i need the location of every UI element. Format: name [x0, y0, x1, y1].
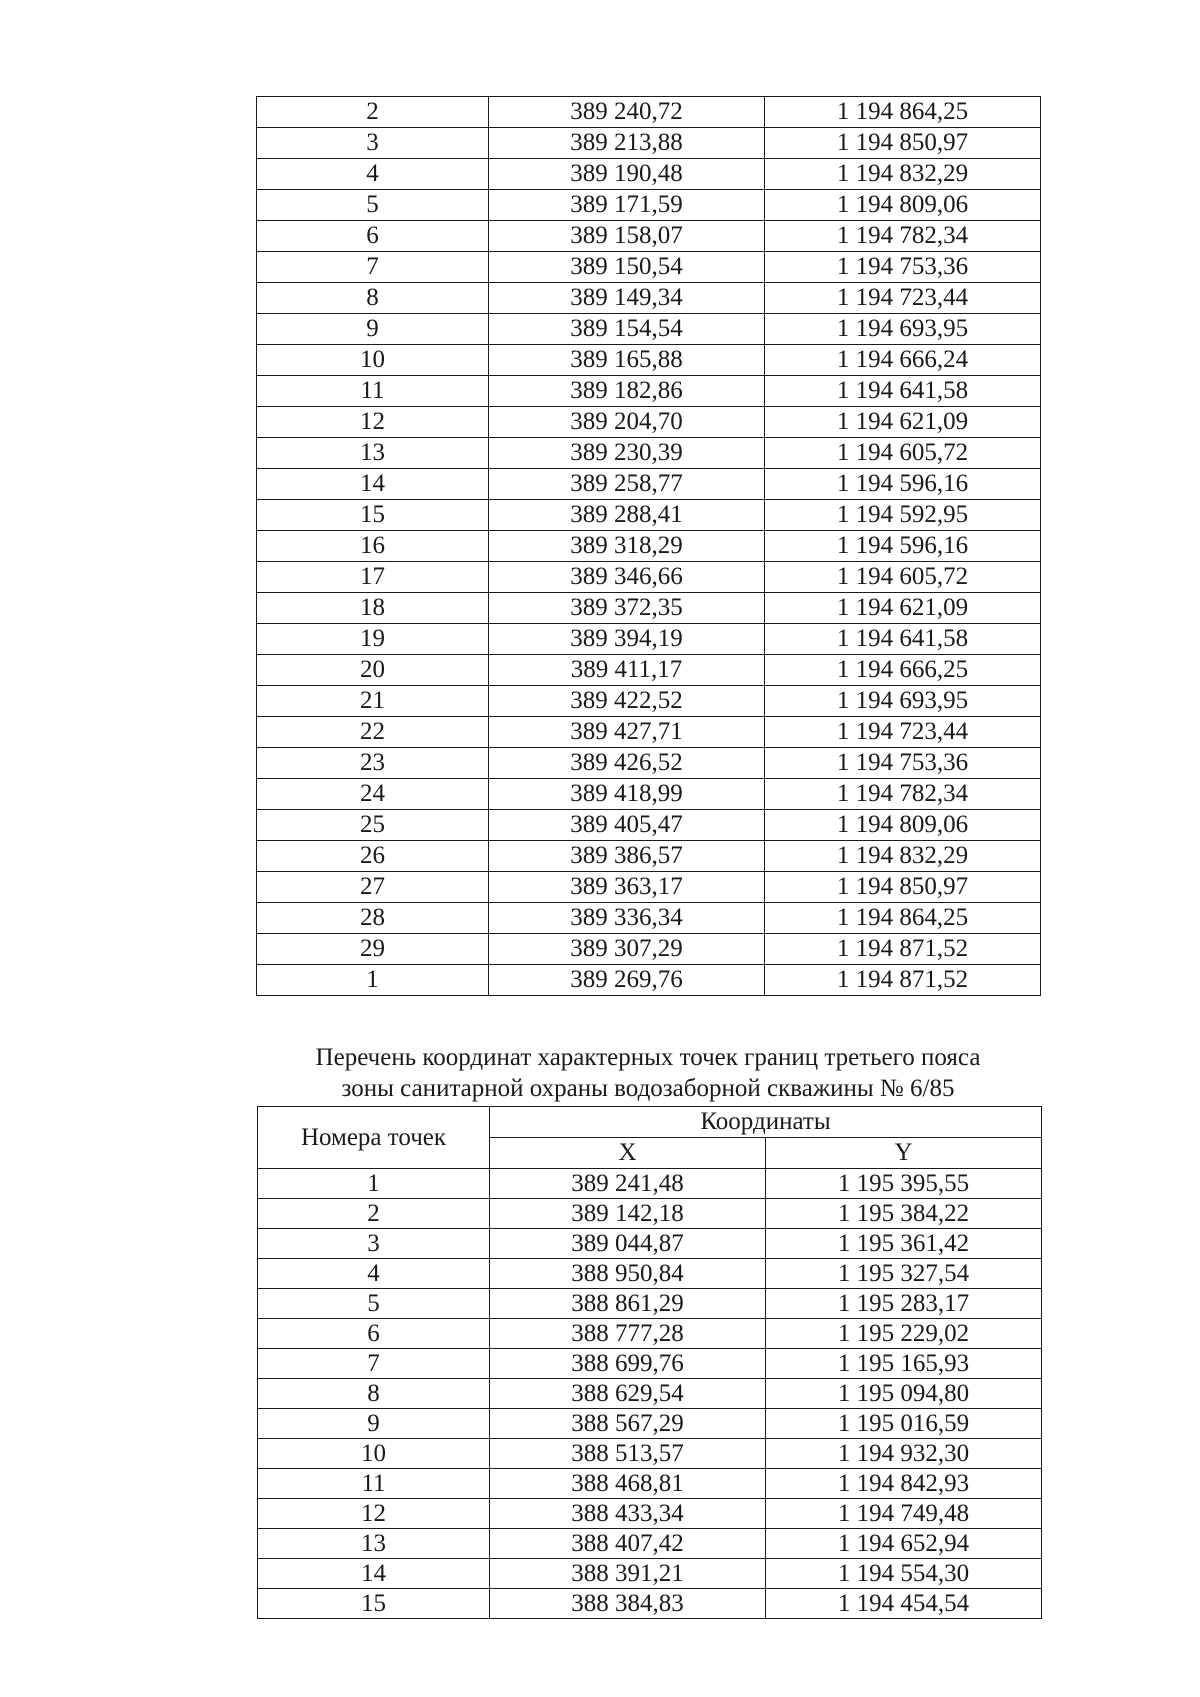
y-coordinate-cell: 1 194 809,06 — [765, 190, 1041, 221]
table-row — [257, 376, 1041, 407]
point-number-cell: 27 — [257, 872, 489, 903]
table-row — [258, 1349, 1042, 1379]
y-coordinate-cell: 1 194 723,44 — [765, 717, 1041, 748]
point-number-cell: 4 — [258, 1259, 490, 1289]
x-coordinate-cell: 389 150,54 — [489, 252, 765, 283]
x-coordinate-cell: 389 204,70 — [489, 407, 765, 438]
table-row — [257, 531, 1041, 562]
y-coordinate-cell: 1 195 395,55 — [766, 1169, 1042, 1199]
y-coordinate-cell: 1 194 641,58 — [765, 376, 1041, 407]
x-coordinate-cell: 389 171,59 — [489, 190, 765, 221]
y-coordinate-cell: 1 194 596,16 — [765, 531, 1041, 562]
y-coordinate-cell: 1 194 832,29 — [765, 159, 1041, 190]
x-coordinate-cell: 389 346,66 — [489, 562, 765, 593]
table-row — [258, 1289, 1042, 1319]
point-number-cell: 25 — [257, 810, 489, 841]
y-coordinate-cell: 1 195 361,42 — [766, 1229, 1042, 1259]
point-number-cell: 5 — [257, 190, 489, 221]
point-number-cell: 17 — [257, 562, 489, 593]
x-coordinate-cell: 388 699,76 — [490, 1349, 766, 1379]
table-row — [258, 1199, 1042, 1229]
table-row — [257, 314, 1041, 345]
y-coordinate-cell: 1 195 229,02 — [766, 1319, 1042, 1349]
point-number-cell: 11 — [258, 1469, 490, 1499]
y-coordinate-cell: 1 194 871,52 — [765, 934, 1041, 965]
x-coordinate-cell: 388 407,42 — [490, 1529, 766, 1559]
point-number-cell: 18 — [257, 593, 489, 624]
table-row — [257, 500, 1041, 531]
point-number-cell: 10 — [258, 1439, 490, 1469]
point-number-cell: 3 — [258, 1229, 490, 1259]
y-coordinate-cell: 1 195 094,80 — [766, 1379, 1042, 1409]
x-coordinate-cell: 389 411,17 — [489, 655, 765, 686]
point-number-cell: 8 — [257, 283, 489, 314]
x-coordinate-cell: 389 386,57 — [489, 841, 765, 872]
x-coordinate-cell: 389 258,77 — [489, 469, 765, 500]
point-number-cell: 5 — [258, 1289, 490, 1319]
point-number-cell: 14 — [257, 469, 489, 500]
x-coordinate-cell: 389 427,71 — [489, 717, 765, 748]
point-number-cell: 1 — [258, 1169, 490, 1199]
table-row — [257, 593, 1041, 624]
point-number-cell: 16 — [257, 531, 489, 562]
x-coordinate-cell: 388 468,81 — [490, 1469, 766, 1499]
x-coordinate-cell: 388 433,34 — [490, 1499, 766, 1529]
x-coordinate-cell: 388 513,57 — [490, 1439, 766, 1469]
table-row — [258, 1379, 1042, 1409]
y-coordinate-cell: 1 194 782,34 — [765, 779, 1041, 810]
x-coordinate-cell: 389 240,72 — [489, 97, 765, 128]
table-row — [258, 1499, 1042, 1529]
x-coordinate-cell: 388 861,29 — [490, 1289, 766, 1319]
x-coordinate-cell: 389 158,07 — [489, 221, 765, 252]
x-coordinate-cell: 389 307,29 — [489, 934, 765, 965]
y-coordinate-cell: 1 195 165,93 — [766, 1349, 1042, 1379]
y-coordinate-cell: 1 194 592,95 — [765, 500, 1041, 531]
x-coordinate-cell: 388 567,29 — [490, 1409, 766, 1439]
point-number-cell: 13 — [258, 1529, 490, 1559]
y-coordinate-cell: 1 194 605,72 — [765, 562, 1041, 593]
point-number-cell: 22 — [257, 717, 489, 748]
y-coordinate-cell: 1 194 693,95 — [765, 314, 1041, 345]
point-number-cell: 1 — [257, 965, 489, 996]
table-row — [258, 1559, 1042, 1589]
y-coordinate-cell: 1 195 327,54 — [766, 1259, 1042, 1289]
x-coordinate-cell: 388 950,84 — [490, 1259, 766, 1289]
table-row — [257, 655, 1041, 686]
table-row — [257, 717, 1041, 748]
y-coordinate-cell: 1 194 621,09 — [765, 407, 1041, 438]
table-row — [257, 252, 1041, 283]
x-coordinate-cell: 389 149,34 — [489, 283, 765, 314]
x-coordinate-cell: 389 213,88 — [489, 128, 765, 159]
point-number-cell: 2 — [257, 97, 489, 128]
x-coordinate-cell: 389 318,29 — [489, 531, 765, 562]
table-row — [257, 841, 1041, 872]
x-coordinate-cell: 389 190,48 — [489, 159, 765, 190]
y-coordinate-cell: 1 194 723,44 — [765, 283, 1041, 314]
point-number-cell: 9 — [257, 314, 489, 345]
coordinates-table-zone3-body — [258, 1169, 1042, 1619]
table-row — [258, 1589, 1042, 1619]
table-row — [257, 283, 1041, 314]
table-row — [257, 748, 1041, 779]
point-number-cell: 26 — [257, 841, 489, 872]
y-coordinate-cell: 1 194 621,09 — [765, 593, 1041, 624]
y-coordinate-cell: 1 194 666,25 — [765, 655, 1041, 686]
y-coordinate-cell: 1 194 850,97 — [765, 128, 1041, 159]
point-number-cell: 20 — [257, 655, 489, 686]
x-coordinate-cell: 389 142,18 — [490, 1199, 766, 1229]
x-coordinate-cell: 389 182,86 — [489, 376, 765, 407]
table-row — [257, 562, 1041, 593]
header-point-numbers: Номера точек — [258, 1107, 490, 1169]
point-number-cell: 6 — [257, 221, 489, 252]
point-number-cell: 28 — [257, 903, 489, 934]
y-coordinate-cell: 1 194 809,06 — [765, 810, 1041, 841]
table-row — [257, 872, 1041, 903]
point-number-cell: 19 — [257, 624, 489, 655]
table-row — [257, 624, 1041, 655]
coordinates-table-zone3 — [257, 1106, 1042, 1619]
table-row — [258, 1229, 1042, 1259]
table-row — [257, 221, 1041, 252]
y-coordinate-cell: 1 194 842,93 — [766, 1469, 1042, 1499]
point-number-cell: 11 — [257, 376, 489, 407]
y-coordinate-cell: 1 195 283,17 — [766, 1289, 1042, 1319]
table-row — [257, 469, 1041, 500]
table-row — [258, 1529, 1042, 1559]
table-header — [258, 1107, 1042, 1169]
table-row — [258, 1409, 1042, 1439]
table-row — [257, 97, 1041, 128]
y-coordinate-cell: 1 194 652,94 — [766, 1529, 1042, 1559]
table-row — [257, 686, 1041, 717]
point-number-cell: 3 — [257, 128, 489, 159]
x-coordinate-cell: 389 241,48 — [490, 1169, 766, 1199]
coordinates-table-continued-body — [257, 97, 1041, 996]
point-number-cell: 7 — [258, 1349, 490, 1379]
x-coordinate-cell: 389 418,99 — [489, 779, 765, 810]
table-caption — [256, 1042, 1040, 1104]
x-coordinate-cell: 388 384,83 — [490, 1589, 766, 1619]
y-coordinate-cell: 1 194 454,54 — [766, 1589, 1042, 1619]
caption-line-1: Перечень координат характерных точек границ третьего пояса — [315, 1044, 981, 1071]
table-row — [258, 1259, 1042, 1289]
point-number-cell: 13 — [257, 438, 489, 469]
x-coordinate-cell: 389 269,76 — [489, 965, 765, 996]
x-coordinate-cell: 389 405,47 — [489, 810, 765, 841]
point-number-cell: 6 — [258, 1319, 490, 1349]
point-number-cell: 29 — [257, 934, 489, 965]
y-coordinate-cell: 1 194 753,36 — [765, 748, 1041, 779]
point-number-cell: 21 — [257, 686, 489, 717]
x-coordinate-cell: 388 391,21 — [490, 1559, 766, 1589]
point-number-cell: 12 — [257, 407, 489, 438]
y-coordinate-cell: 1 194 832,29 — [765, 841, 1041, 872]
table-row — [257, 965, 1041, 996]
y-coordinate-cell: 1 194 641,58 — [765, 624, 1041, 655]
table-row — [258, 1469, 1042, 1499]
x-coordinate-cell: 388 629,54 — [490, 1379, 766, 1409]
y-coordinate-cell: 1 194 932,30 — [766, 1439, 1042, 1469]
point-number-cell: 15 — [257, 500, 489, 531]
table-row — [257, 903, 1041, 934]
y-coordinate-cell: 1 195 016,59 — [766, 1409, 1042, 1439]
table-row — [257, 810, 1041, 841]
point-number-cell: 12 — [258, 1499, 490, 1529]
point-number-cell: 14 — [258, 1559, 490, 1589]
point-number-cell: 4 — [257, 159, 489, 190]
y-coordinate-cell: 1 194 850,97 — [765, 872, 1041, 903]
caption-line-2: зоны санитарной охраны водозаборной скважины № 6/85 — [341, 1075, 955, 1102]
point-number-cell: 2 — [258, 1199, 490, 1229]
x-coordinate-cell: 389 363,17 — [489, 872, 765, 903]
y-coordinate-cell: 1 195 384,22 — [766, 1199, 1042, 1229]
y-coordinate-cell: 1 194 864,25 — [765, 903, 1041, 934]
table-row — [257, 934, 1041, 965]
table-row — [257, 438, 1041, 469]
y-coordinate-cell: 1 194 605,72 — [765, 438, 1041, 469]
coordinates-table-continued — [256, 96, 1041, 996]
header-coordinates: Координаты — [490, 1107, 1042, 1138]
table-row — [257, 159, 1041, 190]
table-row — [258, 1169, 1042, 1199]
x-coordinate-cell: 389 154,54 — [489, 314, 765, 345]
point-number-cell: 9 — [258, 1409, 490, 1439]
x-coordinate-cell: 388 777,28 — [490, 1319, 766, 1349]
point-number-cell: 8 — [258, 1379, 490, 1409]
y-coordinate-cell: 1 194 693,95 — [765, 686, 1041, 717]
x-coordinate-cell: 389 336,34 — [489, 903, 765, 934]
y-coordinate-cell: 1 194 666,24 — [765, 345, 1041, 376]
y-coordinate-cell: 1 194 554,30 — [766, 1559, 1042, 1589]
y-coordinate-cell: 1 194 782,34 — [765, 221, 1041, 252]
x-coordinate-cell: 389 422,52 — [489, 686, 765, 717]
table-row — [257, 345, 1041, 376]
table-row — [257, 190, 1041, 221]
y-coordinate-cell: 1 194 753,36 — [765, 252, 1041, 283]
x-coordinate-cell: 389 230,39 — [489, 438, 765, 469]
table-row — [257, 128, 1041, 159]
table-row — [258, 1319, 1042, 1349]
x-coordinate-cell: 389 288,41 — [489, 500, 765, 531]
x-coordinate-cell: 389 165,88 — [489, 345, 765, 376]
table-row — [257, 407, 1041, 438]
table-row — [257, 779, 1041, 810]
y-coordinate-cell: 1 194 864,25 — [765, 97, 1041, 128]
y-coordinate-cell: 1 194 596,16 — [765, 469, 1041, 500]
x-coordinate-cell: 389 044,87 — [490, 1229, 766, 1259]
point-number-cell: 15 — [258, 1589, 490, 1619]
header-y: Y — [766, 1138, 1042, 1169]
x-coordinate-cell: 389 394,19 — [489, 624, 765, 655]
y-coordinate-cell: 1 194 871,52 — [765, 965, 1041, 996]
table-row — [258, 1439, 1042, 1469]
x-coordinate-cell: 389 372,35 — [489, 593, 765, 624]
point-number-cell: 7 — [257, 252, 489, 283]
point-number-cell: 24 — [257, 779, 489, 810]
point-number-cell: 23 — [257, 748, 489, 779]
point-number-cell: 10 — [257, 345, 489, 376]
y-coordinate-cell: 1 194 749,48 — [766, 1499, 1042, 1529]
header-x: X — [490, 1138, 766, 1169]
x-coordinate-cell: 389 426,52 — [489, 748, 765, 779]
